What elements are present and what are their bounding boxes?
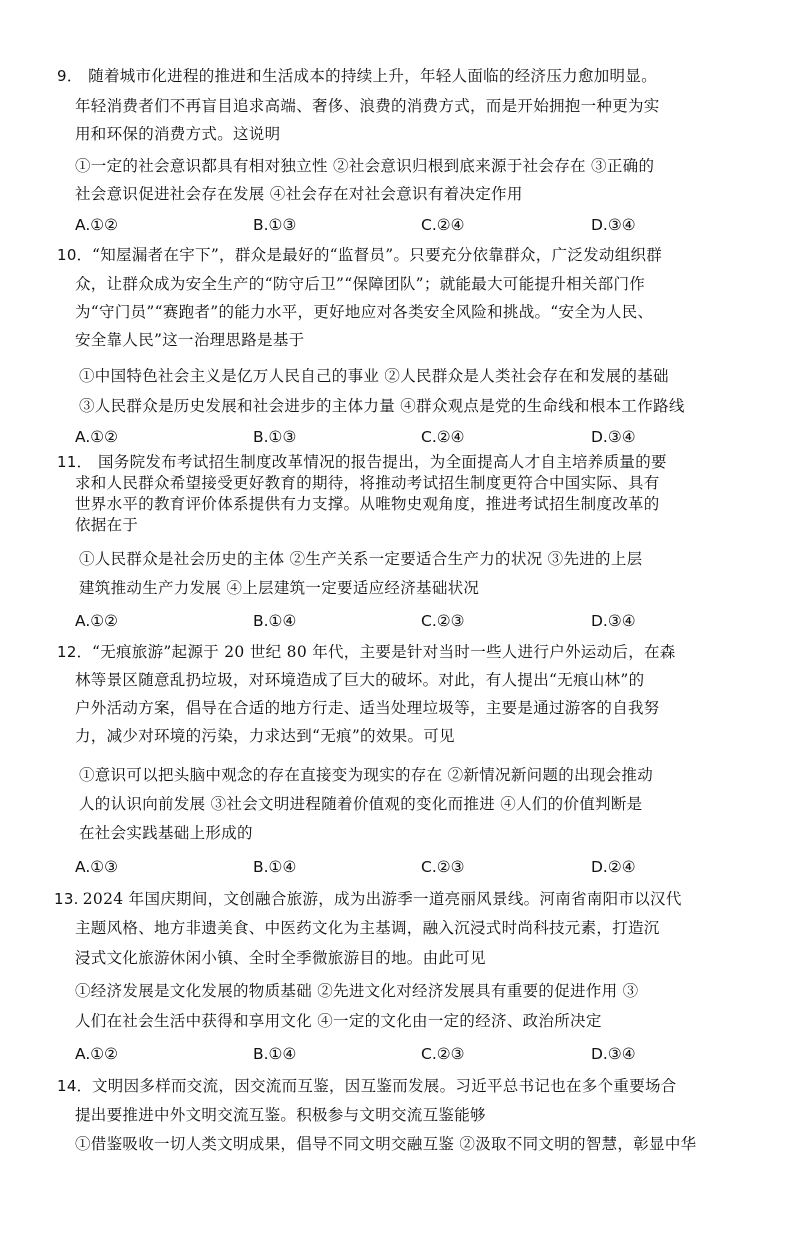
option-d: D.③④ [591,428,636,446]
option-d: D.③④ [591,216,636,234]
question-stem-line: 依据在于 [75,516,139,534]
option-a: A.①③ [75,858,119,876]
question-number: 10． [57,246,92,264]
statement-line: ③人民群众是历史发展和社会进步的主体力量 ④群众观点是党的生命线和根本工作路线 [79,397,685,415]
question-stem-line: 林等景区随意乱扔垃圾，对环境造成了巨大的破坏。对此，有人提出“无痕山林”的 [75,671,645,689]
question-stem-line: 10．“知屋漏者在宇下”，群众是最好的“监督员”。只要充分依靠群众，广泛发动组织群 [57,246,663,264]
question-stem-line: 世界水平的教育评价体系提供有力支撑。从唯物史观角度，推进考试招生制度改革的 [75,495,660,513]
question-stem-line: 户外活动方案，倡导在合适的地方行走、适当处理垃圾等，主要是通过游客的自我努 [75,699,660,717]
statement-line: ①经济发展是文化发展的物质基础 ②先进文化对经济发展具有重要的促进作用 ③ [75,982,639,1000]
option-a: A.①② [75,428,119,446]
question-stem-line: 13. 2024 年国庆期间，文创融合旅游，成为出游季一道亮丽风景线。河南省南阳市以汉代 [54,890,682,908]
question-number: 13. [54,890,79,908]
question-number: 14． [57,1077,92,1095]
option-d: D.③④ [591,612,636,630]
question-stem-line: 年轻消费者们不再盲目追求高端、奢侈、浪费的消费方式，而是开始拥抱一种更为实 [75,97,660,115]
option-c: C.②③ [421,858,465,876]
question-stem-line: 用和环保的消费方式。这说明 [75,125,281,143]
question-number: 9． [57,67,83,85]
statement-line: 人的认识向前发展 ③社会文明进程随着价值观的变化而推进 ④人们的价值判断是 [79,795,643,813]
question-stem-line: 浸式文化旅游休闲小镇、全时全季微旅游目的地。由此可见 [75,949,486,967]
option-a: A.①② [75,1045,119,1063]
question-stem-line: 为“守门员”“赛跑者”的能力水平，更好地应对各类安全风险和挑战。“安全为人民、 [75,303,654,321]
option-b: B.①③ [253,216,297,234]
question-number: 12． [57,643,92,661]
option-b: B.①④ [253,612,297,630]
option-d: D.②④ [591,858,636,876]
statement-line: ①人民群众是社会历史的主体 ②生产关系一定要适合生产力的状况 ③先进的上层 [79,550,643,568]
statement-line: 建筑推动生产力发展 ④上层建筑一定要适应经济基础状况 [79,579,480,597]
question-stem-line: 提出要推进中外文明交流互鉴。积极参与文明交流互鉴能够 [75,1106,486,1124]
statement-line: 社会意识促进社会存在发展 ④社会存在对社会意识有着决定作用 [75,185,523,203]
question-stem-line: 主题风格、地方非遗美食、中医药文化为主基调，融入沉浸式时尚科技元素，打造沉 [75,919,660,937]
statement-line: 人们在社会生活中获得和享用文化 ④一定的文化由一定的经济、政治所决定 [75,1012,602,1030]
question-stem-line: 求和人民群众希望接受更好教育的期待，将推动考试招生制度更符合中国实际、具有 [75,474,660,492]
question-stem-line: 14．文明因多样而交流，因交流而互鉴，因互鉴而发展。习近平总书记也在多个重要场合 [57,1077,677,1095]
option-c: C.②④ [421,216,465,234]
option-a: A.①② [75,612,119,630]
option-d: D.③④ [591,1045,636,1063]
question-stem-line: 力，减少对环境的污染，力求达到“无痕”的效果。可见 [75,727,455,745]
option-c: C.②③ [421,1045,465,1063]
option-b: B.①④ [253,858,297,876]
statement-line: ①中国特色社会主义是亿万人民自己的事业 ②人民群众是人类社会存在和发展的基础 [79,367,669,385]
question-number: 11． [57,453,92,471]
question-stem-line: 12．“无痕旅游”起源于 20 世纪 80 年代，主要是针对当时一些人进行户外运动后，在森 [57,643,676,661]
option-b: B.①③ [253,428,297,446]
statement-line: 在社会实践基础上形成的 [79,824,253,842]
statement-line: ①一定的社会意识都具有相对独立性 ②社会意识归根到底来源于社会存在 ③正确的 [75,157,655,175]
option-a: A.①② [75,216,119,234]
statement-line: ①意识可以把头脑中观念的存在直接变为现实的存在 ②新情况新问题的出现会推动 [79,766,654,784]
question-stem-line: 9． 随着城市化进程的推进和生活成本的持续上升，年轻人面临的经济压力愈加明显。 [57,67,657,85]
option-c: C.②③ [421,612,465,630]
option-c: C.②④ [421,428,465,446]
option-b: B.①④ [253,1045,297,1063]
question-stem-line: 众，让群众成为安全生产的“防守后卫”“保障团队”；就能最大可能提升相关部门作 [75,275,646,293]
question-stem-line: 11． 国务院发布考试招生制度改革情况的报告提出，为全面提高人才自主培养质量的要 [57,453,667,471]
question-stem-line: 安全靠人民”这一治理思路是基于 [75,331,305,349]
statement-line: ①借鉴吸收一切人类文明成果，倡导不同文明交融互鉴 ②汲取不同文明的智慧，彰显中华 [75,1135,697,1153]
